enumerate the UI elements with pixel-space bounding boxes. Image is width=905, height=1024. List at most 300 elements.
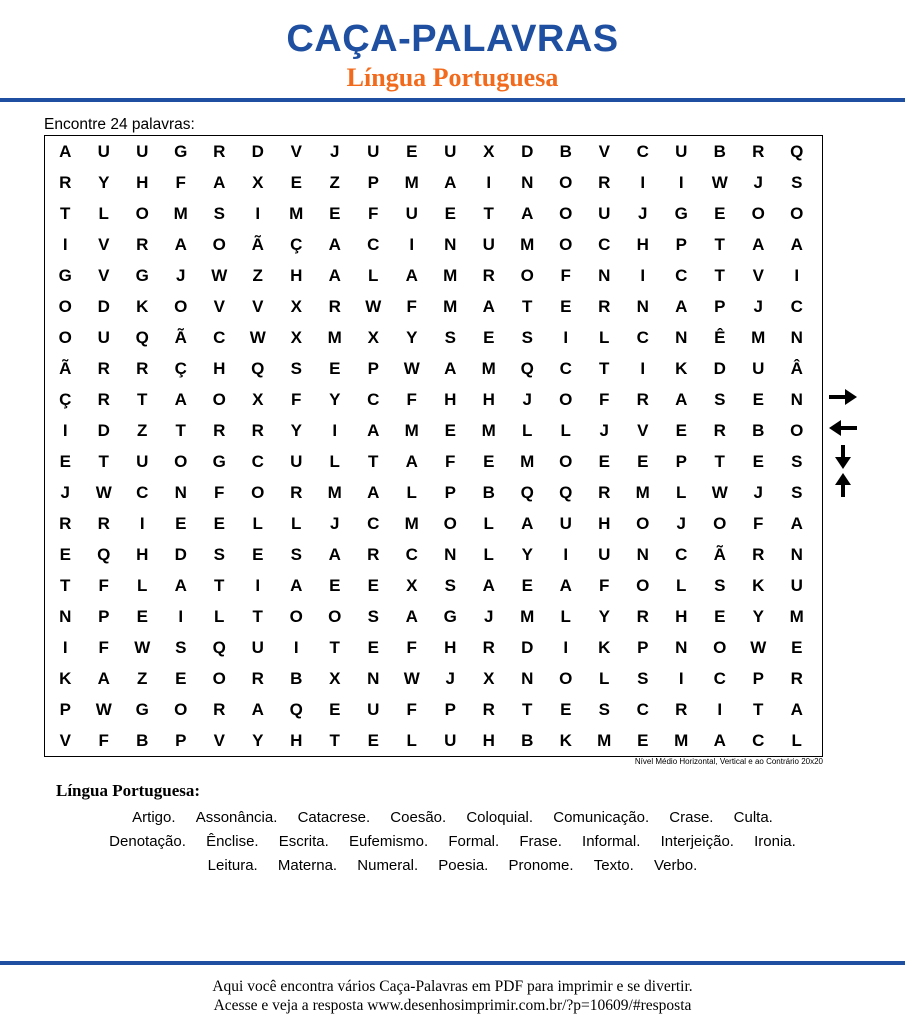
grid-letter: N <box>521 669 534 688</box>
grid-letter: L <box>483 514 494 533</box>
grid-letter: P <box>367 173 379 192</box>
grid-letter: S <box>367 607 379 626</box>
grid-letter: F <box>406 700 417 719</box>
grid-letter: V <box>598 142 610 161</box>
grid-letter: S <box>290 545 302 564</box>
grid-letter: F <box>214 483 225 502</box>
grid-letter: D <box>521 638 534 657</box>
word-item: Frase. <box>519 833 562 850</box>
grid-letter: F <box>445 452 456 471</box>
grid-letter: O <box>520 266 534 285</box>
word-list-line <box>0 856 905 876</box>
grid-letter: O <box>443 514 457 533</box>
grid-letter: L <box>98 204 109 223</box>
grid-letter: T <box>214 576 225 595</box>
grid-letter: L <box>483 545 494 564</box>
grid-letter: X <box>290 297 302 316</box>
grid-letter: L <box>676 576 687 595</box>
grid-letter: I <box>409 235 415 254</box>
grid-letter: V <box>290 142 302 161</box>
grid-letter: R <box>97 359 110 378</box>
grid-letter: E <box>367 638 379 657</box>
grid-letter: N <box>367 669 380 688</box>
grid-letter: R <box>598 173 611 192</box>
grid-letter: M <box>327 328 342 347</box>
word-item: Poesia. <box>438 857 489 874</box>
grid-letter: E <box>560 297 572 316</box>
grid-letter: G <box>58 266 72 285</box>
grid-letter: C <box>636 328 649 347</box>
grid-letter: N <box>790 390 803 409</box>
grid-letter: B <box>482 483 495 502</box>
grid-letter: I <box>563 545 569 564</box>
grid-letter: R <box>598 297 611 316</box>
grid-letter: S <box>637 669 649 688</box>
grid-letter: T <box>98 452 109 471</box>
grid-letter: N <box>174 483 187 502</box>
grid-letter: J <box>638 204 648 223</box>
grid-letter: T <box>714 266 725 285</box>
grid-row <box>45 508 822 539</box>
grid-letter: K <box>59 669 72 688</box>
grid-letter: T <box>753 700 764 719</box>
grid-letter: S <box>791 483 803 502</box>
grid-letter: F <box>753 514 764 533</box>
grid-letter: M <box>404 173 419 192</box>
grid-letter: U <box>675 142 688 161</box>
grid-letter: W <box>249 328 266 347</box>
arrow-right-icon <box>828 387 858 407</box>
grid-letter: P <box>98 607 110 626</box>
grid-letter: R <box>752 142 765 161</box>
grid-letter: M <box>481 359 496 378</box>
grid-letter: J <box>445 669 455 688</box>
grid-letter: M <box>789 607 804 626</box>
grid-row <box>45 601 822 632</box>
word-item: Numeral. <box>357 857 419 874</box>
grid-letter: Â <box>790 359 803 378</box>
grid-letter: A <box>752 235 765 254</box>
grid-letter: H <box>482 731 495 750</box>
grid-letter: E <box>791 638 803 657</box>
grid-letter: G <box>174 142 188 161</box>
grid-row <box>45 322 822 353</box>
grid-letter: X <box>367 328 379 347</box>
grid-letter: H <box>636 235 649 254</box>
grid-letter: R <box>675 700 688 719</box>
grid-letter: M <box>751 328 766 347</box>
grid-letter: R <box>636 390 649 409</box>
grid-letter: U <box>444 731 457 750</box>
grid-letter: K <box>752 576 765 595</box>
grid-letter: B <box>290 669 303 688</box>
grid-letter: L <box>214 607 225 626</box>
grid-letter: O <box>251 483 265 502</box>
grid-letter: B <box>136 731 149 750</box>
word-item: Ironia. <box>754 833 796 850</box>
grid-letter: N <box>790 545 803 564</box>
grid-letter: M <box>327 483 342 502</box>
grid-letter: E <box>136 607 148 626</box>
grid-letter: O <box>174 452 188 471</box>
word-item: Artigo. <box>132 809 176 826</box>
grid-letter: E <box>59 452 71 471</box>
grid-letter: O <box>212 235 226 254</box>
grid-letter: A <box>367 421 380 440</box>
grid-letter: C <box>136 483 149 502</box>
grid-letter: S <box>714 576 726 595</box>
grid-letter: O <box>751 204 765 223</box>
grid-letter: W <box>365 297 382 316</box>
grid-letter: E <box>290 173 302 192</box>
grid-letter: R <box>367 545 380 564</box>
grid-letter: A <box>405 607 418 626</box>
grid-letter: Ç <box>174 359 187 378</box>
grid-letter: U <box>97 142 110 161</box>
grid-row <box>45 446 822 477</box>
grid-letter: X <box>483 669 495 688</box>
grid-letter: R <box>328 297 341 316</box>
grid-letter: L <box>560 421 571 440</box>
grid-letter: R <box>598 483 611 502</box>
grid-letter: A <box>713 731 726 750</box>
grid-letter: O <box>559 204 573 223</box>
grid-letter: F <box>599 390 610 409</box>
grid-letter: S <box>714 390 726 409</box>
grid-letter: H <box>290 731 303 750</box>
grid-letter: O <box>212 669 226 688</box>
grid-letter: C <box>636 700 649 719</box>
grid-letter: R <box>59 514 72 533</box>
grid-letter: F <box>406 390 417 409</box>
grid-letter: H <box>136 545 149 564</box>
grid-letter: N <box>521 173 534 192</box>
grid-letter: E <box>714 607 726 626</box>
grid-letter: Z <box>137 421 148 440</box>
grid-letter: A <box>290 576 303 595</box>
grid-letter: P <box>675 235 687 254</box>
grid-letter: E <box>675 421 687 440</box>
grid-letter: A <box>328 235 341 254</box>
grid-letter: W <box>95 700 112 719</box>
grid-letter: Ç <box>290 235 303 254</box>
grid-letter: V <box>98 266 110 285</box>
grid-letter: L <box>406 483 417 502</box>
grid-letter: N <box>675 328 688 347</box>
page-title: CAÇA-PALAVRAS <box>286 18 619 60</box>
grid-letter: T <box>60 576 71 595</box>
grid-letter: U <box>136 142 149 161</box>
grid-letter: U <box>405 204 418 223</box>
grid-letter: E <box>252 545 264 564</box>
grid-letter: G <box>212 452 226 471</box>
grid-letter: U <box>136 452 149 471</box>
grid-letter: K <box>598 638 611 657</box>
grid-letter: T <box>175 421 186 440</box>
grid-letter: W <box>750 638 767 657</box>
page-subtitle: Língua Portuguesa <box>346 63 559 92</box>
grid-letter: R <box>136 235 149 254</box>
grid-letter: M <box>443 266 458 285</box>
grid-letter: F <box>406 297 417 316</box>
grid-letter: E <box>444 204 456 223</box>
grid-letter: J <box>753 483 763 502</box>
grid-letter: E <box>637 452 649 471</box>
arrow-down-icon <box>828 444 858 470</box>
grid-letter: L <box>599 328 610 347</box>
grid-letter: W <box>403 669 420 688</box>
grid-letter: A <box>675 390 688 409</box>
grid-letter: E <box>367 731 379 750</box>
grid-letter: O <box>174 297 188 316</box>
top-divider <box>0 98 905 102</box>
grid-letter: A <box>213 173 226 192</box>
grid-letter: C <box>675 266 688 285</box>
grid-row <box>45 167 822 198</box>
instruction-text: Encontre 24 palavras: <box>44 116 195 133</box>
grid-letter: C <box>405 545 418 564</box>
grid-letter: Q <box>520 483 534 502</box>
grid-letter: Y <box>752 607 764 626</box>
grid-letter: C <box>598 235 611 254</box>
grid-letter: K <box>675 359 688 378</box>
grid-letter: S <box>444 576 456 595</box>
grid-letter: R <box>790 669 803 688</box>
grid-letter: A <box>790 700 803 719</box>
grid-row <box>45 570 822 601</box>
grid-letter: I <box>332 421 338 440</box>
grid-letter: P <box>444 700 456 719</box>
bottom-divider <box>0 961 905 965</box>
grid-letter: H <box>444 390 457 409</box>
grid-letter: L <box>137 576 148 595</box>
grid-row <box>45 291 822 322</box>
grid-letter: A <box>174 235 187 254</box>
grid-letter: E <box>483 328 495 347</box>
grid-row <box>45 632 822 663</box>
grid-letter: C <box>367 514 380 533</box>
grid-letter: A <box>482 297 495 316</box>
grid-letter: K <box>559 731 572 750</box>
grid-row <box>45 260 822 291</box>
grid-letter: Ã <box>174 328 187 347</box>
grid-letter: M <box>520 235 535 254</box>
grid-letter: E <box>329 700 341 719</box>
grid-letter: V <box>637 421 649 440</box>
grid-letter: A <box>482 576 495 595</box>
grid-row <box>45 229 822 260</box>
grid-letter: I <box>62 421 68 440</box>
word-list-line <box>0 832 905 852</box>
grid-letter: U <box>97 328 110 347</box>
grid-row <box>45 384 822 415</box>
grid-letter: B <box>752 421 765 440</box>
grid-letter: C <box>213 328 226 347</box>
grid-letter: M <box>520 607 535 626</box>
grid-letter: Z <box>329 173 340 192</box>
grid-letter: U <box>790 576 803 595</box>
grid-letter: A <box>405 266 418 285</box>
grid-letter: U <box>367 142 380 161</box>
grid-letter: X <box>252 390 264 409</box>
grid-letter: M <box>404 421 419 440</box>
word-item: Verbo. <box>653 857 698 874</box>
grid-letter: N <box>790 328 803 347</box>
grid-letter: M <box>173 204 188 223</box>
grid-letter: O <box>58 297 72 316</box>
grid-letter: J <box>599 421 609 440</box>
grid-letter: S <box>213 204 225 223</box>
grid-letter: C <box>559 359 572 378</box>
grid-letter: O <box>790 204 804 223</box>
grid-row <box>45 353 822 384</box>
grid-letter: V <box>213 297 225 316</box>
grid-row <box>45 415 822 446</box>
word-item: Denotação. <box>109 833 186 850</box>
grid-letter: X <box>290 328 302 347</box>
grid-letter: L <box>522 421 533 440</box>
grid-letter: A <box>521 204 534 223</box>
grid-letter: P <box>637 638 649 657</box>
grid-letter: O <box>636 576 650 595</box>
grid-letter: U <box>367 700 380 719</box>
grid-letter: W <box>711 173 728 192</box>
word-item: Informal. <box>582 833 641 850</box>
grid-letter: W <box>211 266 228 285</box>
grid-letter: O <box>713 514 727 533</box>
grid-letter: Ã <box>251 235 264 254</box>
grid-letter: T <box>329 638 340 657</box>
grid-letter: E <box>406 142 418 161</box>
grid-letter: X <box>483 142 495 161</box>
grid-letter: A <box>790 235 803 254</box>
grid-letter: M <box>635 483 650 502</box>
grid-letter: Y <box>290 421 302 440</box>
grid-letter: R <box>482 700 495 719</box>
word-list-line <box>0 808 905 828</box>
grid-letter: A <box>251 700 264 719</box>
grid-letter: G <box>135 700 149 719</box>
grid-letter: F <box>98 731 109 750</box>
word-item: Interjeição. <box>660 833 734 850</box>
grid-letter: P <box>675 452 687 471</box>
grid-letter: C <box>251 452 264 471</box>
grid-letter: D <box>521 142 534 161</box>
grid-letter: L <box>676 483 687 502</box>
grid-letter: C <box>790 297 803 316</box>
grid-letter: S <box>213 545 225 564</box>
grid-letter: R <box>482 266 495 285</box>
grid-letter: E <box>329 576 341 595</box>
grid-letter: L <box>252 514 263 533</box>
grid-letter: S <box>521 328 533 347</box>
grid-letter: R <box>97 514 110 533</box>
grid-letter: S <box>290 359 302 378</box>
grid-letter: K <box>136 297 149 316</box>
grid-letter: T <box>368 452 379 471</box>
grid-letter: G <box>674 204 688 223</box>
grid-letter: Q <box>135 328 149 347</box>
word-item: Pronome. <box>508 857 574 874</box>
grid-letter: X <box>252 173 264 192</box>
grid-letter: J <box>176 266 186 285</box>
grid-letter: E <box>598 452 610 471</box>
grid-letter: E <box>175 669 187 688</box>
grid-letter: C <box>367 235 380 254</box>
word-list-title: Língua Portuguesa: <box>56 781 201 800</box>
level-note: Nível Médio Horizontal, Vertical e ao Contrário 20x20 <box>634 757 823 766</box>
grid-letter: P <box>59 700 71 719</box>
grid-letter: C <box>675 545 688 564</box>
grid-letter: H <box>598 514 611 533</box>
grid-letter: F <box>560 266 571 285</box>
grid-letter: W <box>711 483 728 502</box>
grid-row <box>45 725 822 756</box>
grid-letter: C <box>713 669 726 688</box>
grid-letter: J <box>753 173 763 192</box>
grid-letter: F <box>98 576 109 595</box>
grid-letter: N <box>59 607 72 626</box>
word-item: Coesão. <box>390 809 447 826</box>
grid-letter: O <box>559 452 573 471</box>
grid-letter: H <box>290 266 303 285</box>
grid-letter: E <box>483 452 495 471</box>
grid-letter: E <box>59 545 71 564</box>
grid-letter: O <box>790 421 804 440</box>
grid-letter: M <box>520 452 535 471</box>
grid-letter: P <box>367 359 379 378</box>
word-item: Catacrese. <box>297 809 371 826</box>
word-item: Leitura. <box>207 857 258 874</box>
grid-letter: B <box>713 142 726 161</box>
grid-letter: G <box>135 266 149 285</box>
grid-letter: Y <box>598 607 610 626</box>
grid-letter: D <box>251 142 264 161</box>
grid-letter: L <box>329 452 340 471</box>
grid-letter: O <box>58 328 72 347</box>
grid-letter: D <box>713 359 726 378</box>
grid-letter: O <box>135 204 149 223</box>
grid-letter: R <box>482 638 495 657</box>
grid-letter: Z <box>252 266 263 285</box>
grid-letter: I <box>293 638 299 657</box>
grid-letter: H <box>444 638 457 657</box>
word-item: Crase. <box>669 809 714 826</box>
grid-letter: E <box>521 576 533 595</box>
grid-letter: I <box>255 204 261 223</box>
grid-letter: F <box>98 638 109 657</box>
grid-letter: Q <box>212 638 226 657</box>
grid-letter: T <box>60 204 71 223</box>
grid-letter: J <box>330 142 340 161</box>
grid-letter: T <box>483 204 494 223</box>
grid-letter: I <box>640 359 646 378</box>
footer-link-text: Acesse e veja a resposta www.desenhosimprimir.com.br/?p=10609/#resposta <box>213 997 692 1014</box>
word-item: Culta. <box>733 809 773 826</box>
grid-letter: L <box>599 669 610 688</box>
word-item: Coloquial. <box>466 809 534 826</box>
grid-letter: A <box>328 266 341 285</box>
grid-letter: G <box>443 607 457 626</box>
grid-letter: Q <box>790 142 804 161</box>
grid-letter: O <box>289 607 303 626</box>
grid-letter: I <box>678 669 684 688</box>
grid-row <box>45 694 822 725</box>
grid-row <box>45 477 822 508</box>
grid-letter: J <box>484 607 494 626</box>
grid-letter: O <box>636 514 650 533</box>
grid-row <box>45 539 822 570</box>
